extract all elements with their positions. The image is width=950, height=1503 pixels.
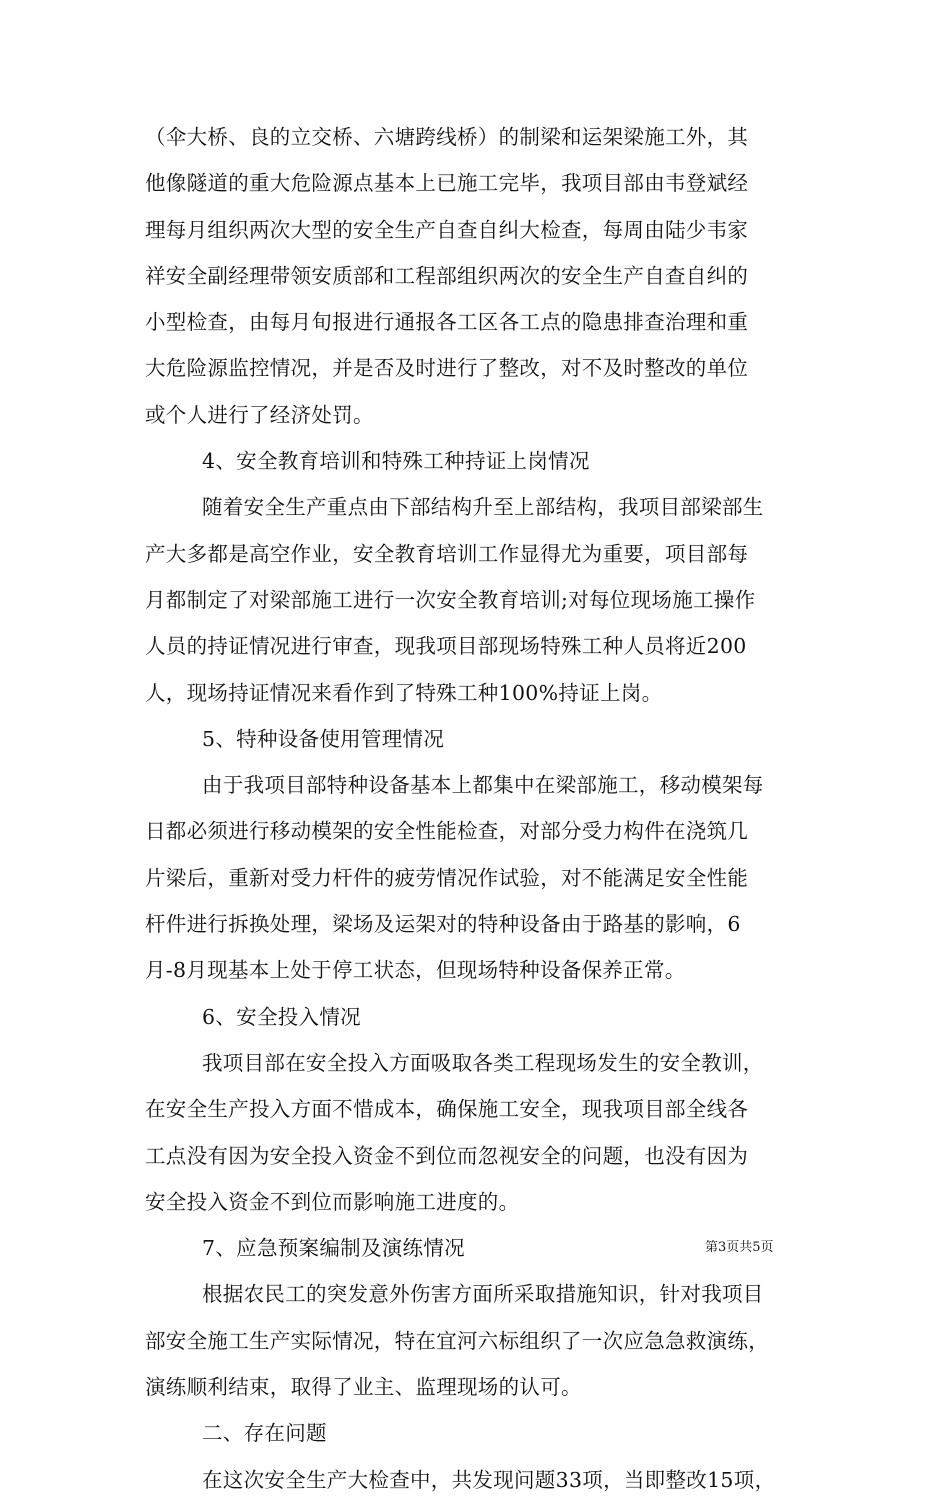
text-line: 根据农民工的突发意外伤害方面所采取措施知识，针对我项目	[202, 1282, 764, 1307]
text-line: 由于我项目部特种设备基本上都集中在梁部施工，移动模架每	[202, 773, 764, 798]
text-line: 人，现场持证情况来看作到了特殊工种100%持证上岗。	[145, 680, 663, 705]
text-line: 他像隧道的重大危险源点基本上已施工完毕，我项目部由韦登斌经	[145, 171, 749, 196]
text-line: 随着安全生产重点由下部结构升至上部结构，我项目部梁部生	[202, 495, 764, 520]
text-line: 二、存在问题	[202, 1421, 327, 1446]
text-line: 日都必须进行移动模架的安全性能检查，对部分受力构件在浇筑几	[145, 819, 749, 844]
text-line: 7、应急预案编制及演练情况	[202, 1236, 465, 1261]
text-line: 产大多都是高空作业，安全教育培训工作显得尤为重要，项目部每	[145, 541, 749, 566]
text-line: 大危险源监控情况，并是否及时进行了整改，对不及时整改的单位	[145, 356, 749, 381]
text-line: 部安全施工生产实际情况，特在宜河六标组织了一次应急急救演练，	[145, 1328, 769, 1353]
text-line: 在安全生产投入方面不惜成本，确保施工安全，现我项目部全线各	[145, 1097, 749, 1122]
text-line: 演练顺利结束，取得了业主、监理现场的认可。	[145, 1375, 582, 1400]
text-line: 片梁后，重新对受力杆件的疲劳情况作试验，对不能满足安全性能	[145, 865, 749, 890]
page-footer: 第3页共5页	[705, 1240, 774, 1255]
text-line: 我项目部在安全投入方面吸取各类工程现场发生的安全教训，	[202, 1050, 764, 1075]
text-line: 在这次安全生产大检查中，共发现问题33项，当即整改15项，	[202, 1467, 776, 1492]
text-line: 或个人进行了经济处罚。	[145, 402, 374, 427]
text-line: 杆件进行拆换处理，梁场及运架对的特种设备由于路基的影响，6	[145, 912, 741, 937]
text-line: 理每月组织两次大型的安全生产自查自纠大检查，每周由陆少韦家	[145, 217, 749, 242]
text-line: 4、安全教育培训和特殊工种持证上岗情况	[202, 449, 590, 474]
text-line: 工点没有因为安全投入资金不到位而忽视安全的问题，也没有因为	[145, 1143, 749, 1168]
text-line: 6、安全投入情况	[202, 1004, 361, 1029]
text-line: 5、特种设备使用管理情况	[202, 726, 445, 751]
text-line: 安全投入资金不到位而影响施工进度的。	[145, 1189, 520, 1214]
text-line: 月-8月现基本上处于停工状态，但现场特种设备保养正常。	[145, 958, 686, 983]
text-line: 人员的持证情况进行审查，现我项目部现场特殊工种人员将近200	[145, 634, 747, 659]
text-line: 祥安全副经理带领安质部和工程部组织两次的安全生产自查自纠的	[145, 263, 749, 288]
text-line: （伞大桥、良的立交桥、六塘跨线桥）的制梁和运架梁施工外，其	[145, 125, 749, 149]
text-line: 月都制定了对梁部施工进行一次安全教育培训;对每位现场施工操作	[145, 587, 756, 612]
document-body	[145, 114, 825, 1503]
text-line: 小型检查，由每月旬报进行通报各工区各工点的隐患排查治理和重	[145, 310, 749, 335]
